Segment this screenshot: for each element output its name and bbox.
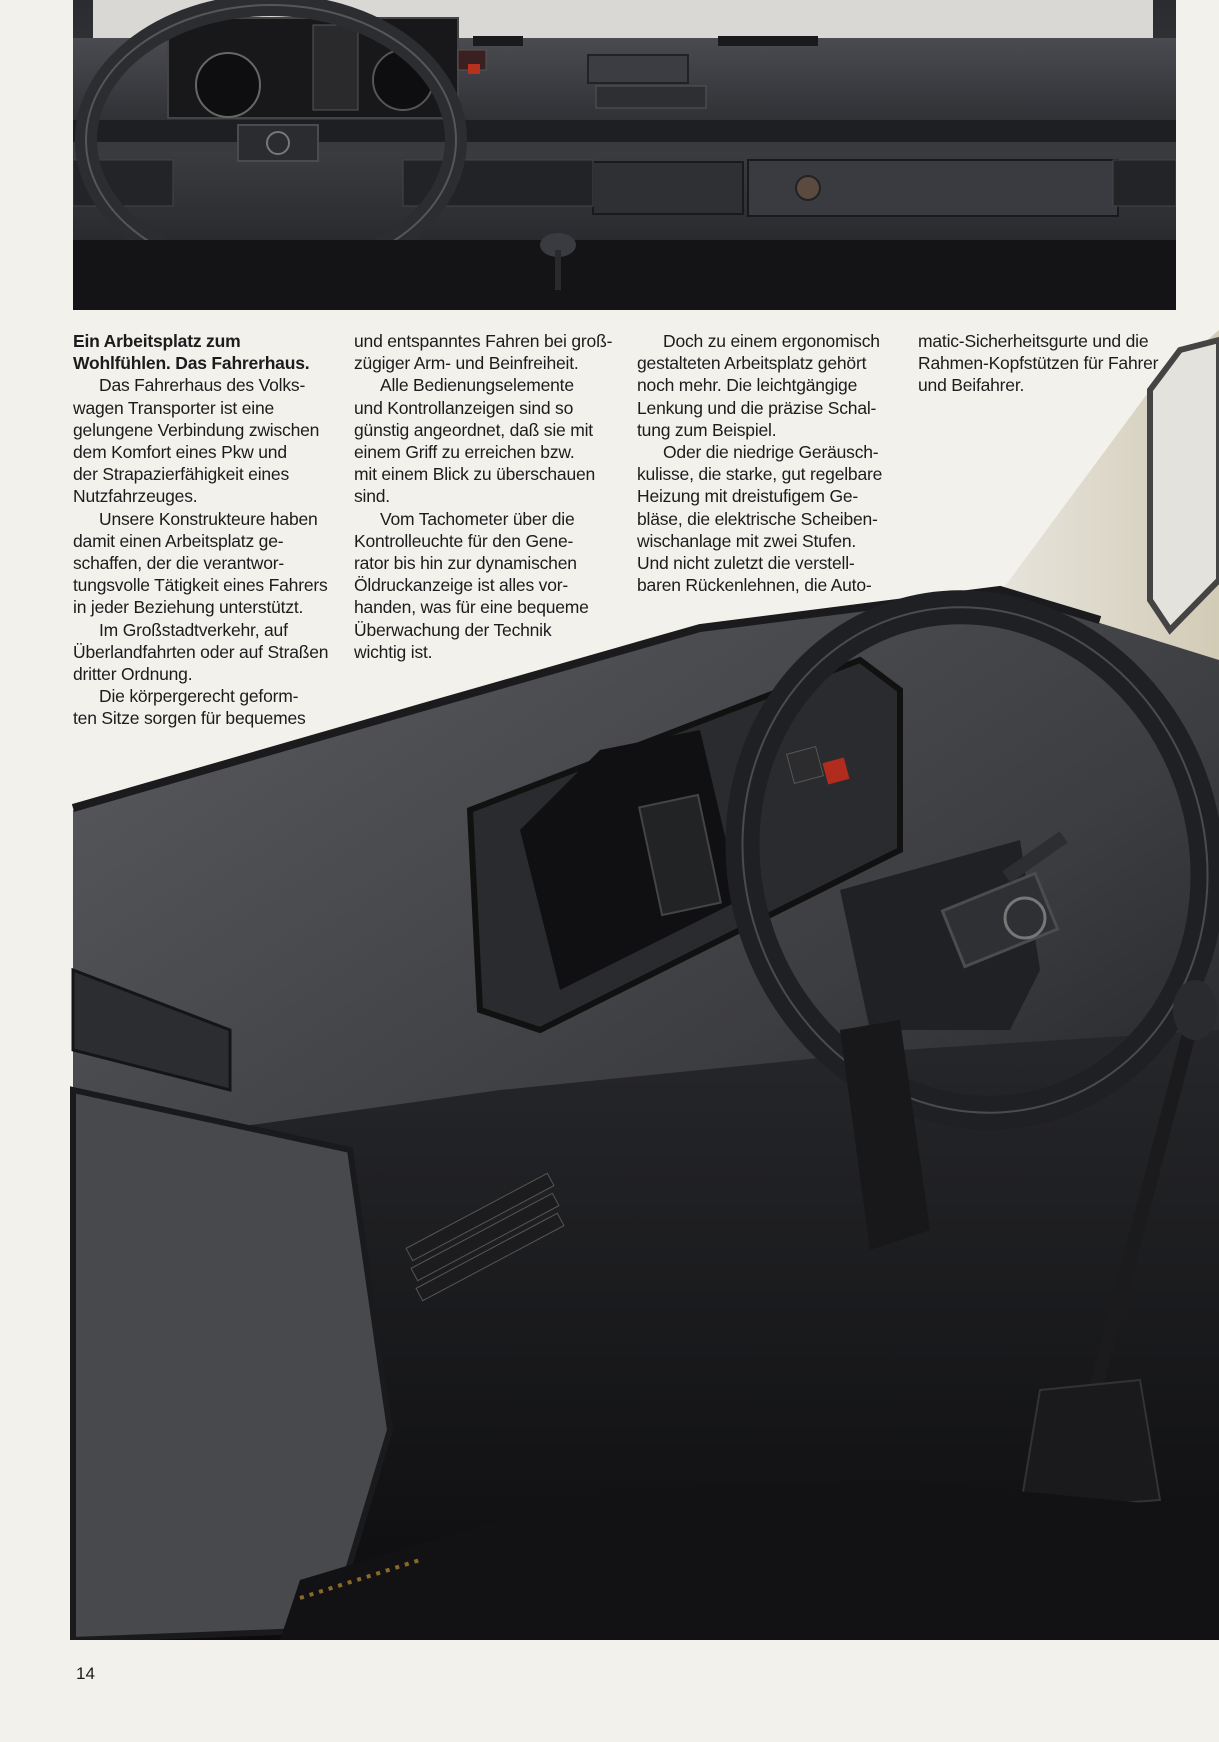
text-line: Alle Bedienungselemente (380, 375, 574, 396)
text-line: Öldruckanzeige ist alles vor- (354, 575, 569, 596)
section-heading-line-2: Wohlfühlen. Das Fahrerhaus. (73, 353, 310, 374)
dashboard-front-photo (73, 0, 1176, 310)
text-line: handen, was für eine bequeme (354, 597, 589, 618)
text-line: der Strapazierfähigkeit eines (73, 464, 289, 485)
text-column-4 (918, 330, 1208, 397)
text-line: matic-Sicherheitsgurte und die (918, 331, 1149, 351)
text-line: bläse, die elektrische Scheiben- (637, 508, 878, 529)
text-column-1 (73, 330, 335, 730)
text-line: Das Fahrerhaus des Volks- (99, 375, 306, 396)
text-line: gelungene Verbindung zwischen (73, 419, 320, 440)
text-line: wichtig ist. (354, 641, 433, 662)
text-line: und Kontrollanzeigen sind so (354, 397, 574, 418)
column-1-body (73, 374, 335, 729)
text-line: Kontrolleuchte für den Gene- (354, 530, 574, 551)
text-line: Überwachung der Technik (354, 619, 552, 640)
text-line: gestalteten Arbeitsplatz gehört (637, 353, 867, 374)
text-line: damit einen Arbeitsplatz ge- (73, 530, 284, 551)
text-line: tungsvolle Tätigkeit eines Fahrers (73, 575, 328, 596)
text-line: tung zum Beispiel. (637, 419, 777, 440)
text-line: Die körpergerecht geform- (99, 686, 299, 707)
text-line: Nutzfahrzeuges. (73, 486, 198, 507)
text-line: wischanlage mit zwei Stufen. (637, 530, 857, 551)
text-line: zügiger Arm- und Beinfreiheit. (354, 353, 579, 374)
text-line: Heizung mit dreistufigem Ge- (637, 486, 859, 507)
column-4-body (918, 330, 1208, 397)
text-line: Oder die niedrige Geräusch- (663, 442, 879, 463)
column-3-body (637, 330, 899, 596)
text-line: und Beifahrer. (918, 375, 1025, 396)
text-line: und entspanntes Fahren bei groß- (354, 331, 613, 351)
text-line: dem Komfort eines Pkw und (73, 442, 287, 463)
text-line: wagen Transporter ist eine (73, 397, 275, 418)
text-line: mit einem Blick zu überschauen (354, 464, 596, 485)
text-line: Und nicht zuletzt die verstell- (637, 553, 855, 574)
page-number: 14 (76, 1664, 95, 1683)
column-2-body (354, 330, 616, 663)
text-column-2 (354, 330, 616, 663)
text-column-3 (637, 330, 899, 596)
text-line: sind. (354, 486, 390, 507)
text-line: rator bis hin zur dynamischen (354, 553, 577, 574)
text-line: kulisse, die starke, gut regelbare (637, 464, 883, 485)
text-line: Vom Tachometer über die (380, 508, 575, 529)
text-line: schaffen, der die verantwor- (73, 553, 284, 574)
text-line: einem Griff zu erreichen bzw. (354, 442, 575, 463)
text-line: Lenkung und die präzise Schal- (637, 397, 877, 418)
text-line: baren Rückenlehnen, die Auto- (637, 575, 872, 596)
text-line: dritter Ordnung. (73, 664, 193, 685)
text-line: günstig angeordnet, daß sie mit (354, 419, 593, 440)
text-line: in jeder Beziehung unterstützt. (73, 597, 304, 618)
text-line: ten Sitze sorgen für bequemes (73, 708, 306, 729)
text-line: Im Großstadtverkehr, auf (99, 619, 288, 640)
text-line: Unsere Konstrukteure haben (99, 508, 318, 529)
text-line: Rahmen-Kopfstützen für Fahrer (918, 353, 1159, 374)
text-line: Überlandfahrten oder auf Straßen (73, 641, 329, 662)
section-heading-line-1: Ein Arbeitsplatz zum (73, 331, 241, 351)
text-line: Doch zu einem ergonomisch (663, 331, 880, 351)
text-line: noch mehr. Die leichtgängige (637, 375, 858, 396)
